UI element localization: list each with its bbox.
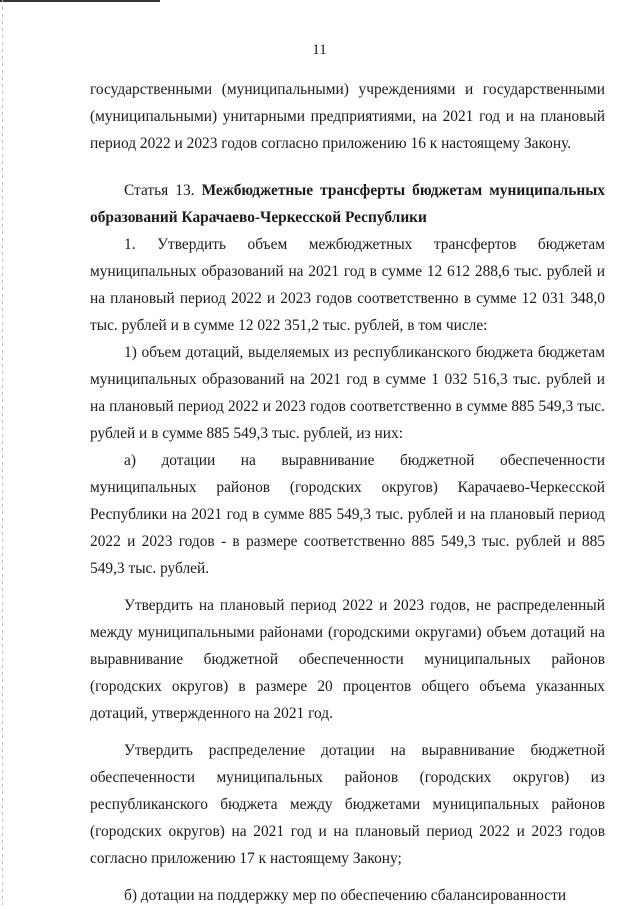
paragraph-subitem-1: 1) объем дотаций, выделяемых из республиканского бюджета бюджетам муниципальных образований на 2021 год в сумме 1 032 516,3 тыс. рублей и на плановый период 2022 и 2023 годов соответственно в сумме 885 549,3 тыс. рублей и в сумме 885 549,3 тыс. рублей, из них: — [90, 344, 605, 442]
paragraph-distribution: Утвердить распределение дотации на выравнивание бюджетной обеспеченности муниципальных районов (городских округов) из республиканского бюджета между бюджетами муниципальных районов (городских округов) на 2021 год и на плановый период 2022 и 2023 годов согласно приложению 17 к настоящему Закону; — [90, 742, 605, 867]
paragraph-item-1: 1. Утвердить объем межбюджетных трансфертов бюджетам муниципальных образований на 2021 год в сумме 12 612 288,6 тыс. рублей и на плановый период 2022 и 2023 годов соответственно в сумме 12 031 348,0 тыс. рублей и в сумме 12 022 351,2 тыс. рублей, в том числе: — [90, 236, 605, 334]
scan-left-edge — [2, 0, 3, 905]
page-number: 11 — [312, 42, 327, 58]
paragraph-subitem-b: б) дотации на поддержку мер по обеспечению сбалансированности — [124, 887, 567, 904]
article-heading — [90, 177, 605, 231]
paragraph-subitem-a: а) дотации на выравнивание бюджетной обеспеченности муниципальных районов (городских округов) Карачаево-Черкесской Республики на 2021 год в сумме 885 549,3 тыс. рублей и на плановый период 2022 и 2023 годов - в размере соответственно 885 549,3 тыс. рублей и 885 549,3 тыс. рублей. — [90, 452, 605, 577]
paragraph-continuation: государственными (муниципальными) учреждениями и государственными (муниципальными) унитарными предприятиями, на 2021 год и на плановый период 2022 и 2023 годов согласно приложению 16 к настоящему Закону. — [90, 81, 605, 152]
article-title: Межбюджетные трансферты бюджетам муниципальных образований Карачаево-Черкесской Республики — [90, 182, 605, 226]
paragraph-undistributed: Утвердить на плановый период 2022 и 2023 годов, не распределенный между муниципальными районами (городскими округами) объем дотаций на выравнивание бюджетной обеспеченности муниципальных районов (городских округов) в размере 20 процентов общего объема указанных дотаций, утвержденного на 2021 год. — [90, 597, 605, 722]
document-body — [90, 76, 605, 909]
article-prefix: Статья 13. — [124, 182, 202, 199]
top-edge-line — [0, 0, 160, 2]
